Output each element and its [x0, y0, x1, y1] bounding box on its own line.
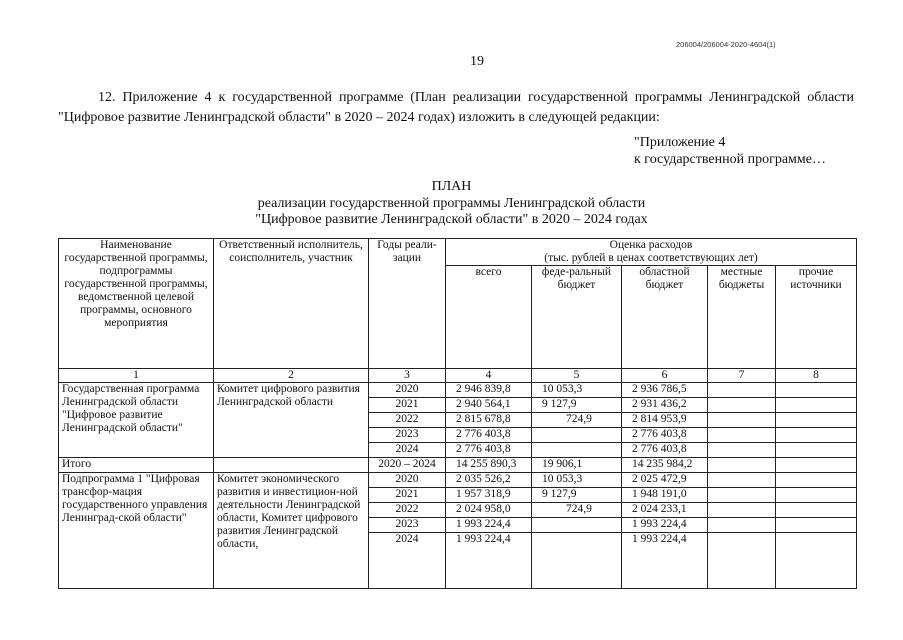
local-cell: [708, 473, 776, 488]
total-executor: [214, 458, 369, 473]
year-cell: 2022: [369, 413, 446, 428]
total-cell: 2 035 526,2: [446, 473, 532, 488]
total-label: Итого: [59, 458, 214, 473]
document-id: 206004/206004-2020-4604(1): [676, 40, 776, 49]
column-index: 5: [532, 369, 622, 383]
regional-cell: 2 776 403,8: [622, 428, 708, 443]
total-cell: 2 946 839,8: [446, 383, 532, 398]
column-index-row: [59, 369, 857, 383]
year-cell: 2021: [369, 398, 446, 413]
appendix-label: "Приложение 4: [634, 135, 726, 150]
total-cell: 2 815 678,8: [446, 413, 532, 428]
year-cell: 2024: [369, 533, 446, 589]
header-regional: областной бюджет: [622, 266, 708, 369]
federal-cell: 724,9: [532, 413, 622, 428]
table-row: [59, 383, 857, 398]
other-cell: [776, 428, 857, 443]
other-cell: [776, 383, 857, 398]
page-number: 19: [470, 54, 484, 69]
year-cell: 2020: [369, 383, 446, 398]
column-index: 3: [369, 369, 446, 383]
header-costs-title: Оценка расходов: [609, 239, 693, 251]
regional-cell: 2 931 436,2: [622, 398, 708, 413]
program-name: Государственная программа Ленинградской области "Цифровое развитие Ленинградской области": [59, 383, 214, 458]
column-index: 7: [708, 369, 776, 383]
total-cell: 1 993 224,4: [446, 533, 532, 589]
federal-cell: [532, 518, 622, 533]
header-local: местные бюджеты: [708, 266, 776, 369]
header-executor: Ответственный исполнитель, соисполнитель, участник: [214, 239, 369, 369]
federal-cell: [532, 428, 622, 443]
federal-cell: 10 053,3: [532, 383, 622, 398]
header-federal: феде-ральный бюджет: [532, 266, 622, 369]
local-cell: [708, 383, 776, 398]
plan-title: ПЛАН: [431, 179, 472, 194]
total-cell: 2 776 403,8: [446, 443, 532, 458]
other-cell: [776, 458, 857, 473]
header-costs: [446, 239, 857, 266]
local-cell: [708, 503, 776, 518]
regional-cell: 1 948 191,0: [622, 488, 708, 503]
other-cell: [776, 533, 857, 589]
other-cell: [776, 488, 857, 503]
regional-cell: 2 936 786,5: [622, 383, 708, 398]
header-name: Наименование государственной программы, подпрограммы государственной программы, ведомственной целевой программы, основного мероприятия: [59, 239, 214, 369]
header-costs-units: (тыс. рублей в ценах соответствующих лет): [544, 252, 758, 264]
regional-cell: 2 025 472,9: [622, 473, 708, 488]
total-cell: 2 024 958,0: [446, 503, 532, 518]
subprogram-name: Подпрограмма 1 "Цифровая трансфор-мация государственного управления Ленинград-ской области": [59, 473, 214, 589]
federal-cell: 9 127,9: [532, 488, 622, 503]
other-cell: [776, 503, 857, 518]
plan-subtitle-1: реализации государственной программы Ленинградской области: [257, 196, 646, 211]
local-cell: [708, 533, 776, 589]
regional-cell: 14 235 984,2: [622, 458, 708, 473]
local-cell: [708, 518, 776, 533]
header-years: Годы реали-зации: [369, 239, 446, 369]
local-cell: [708, 428, 776, 443]
total-cell: 1 993 224,4: [446, 518, 532, 533]
regional-cell: 2 776 403,8: [622, 443, 708, 458]
local-cell: [708, 488, 776, 503]
appendix-ref: к государственной программе…: [634, 152, 826, 167]
table-row: [59, 473, 857, 488]
total-cell: 2 940 564,1: [446, 398, 532, 413]
federal-cell: 10 053,3: [532, 473, 622, 488]
column-index: 1: [59, 369, 214, 383]
federal-cell: 724,9: [532, 503, 622, 518]
column-index: 6: [622, 369, 708, 383]
local-cell: [708, 413, 776, 428]
column-index: 8: [776, 369, 857, 383]
subprogram-executor: Комитет экономического развития и инвестицион-ной деятельности Ленинградской области, Комитет цифрового развития Ленинградской области,: [214, 473, 369, 589]
plan-table: [58, 238, 857, 589]
regional-cell: 2 024 233,1: [622, 503, 708, 518]
amendment-paragraph: 12. Приложение 4 к государственной программе (План реализации государственной программы Ленинградской области "Цифровое развитие Ленинградской области" в 2020 – 2024 годах) изложить в следующей редакции:: [58, 90, 854, 125]
program-executor: Комитет цифрового развития Ленинградской области: [214, 383, 369, 458]
other-cell: [776, 443, 857, 458]
federal-cell: 19 906,1: [532, 458, 622, 473]
total-cell: 2 776 403,8: [446, 428, 532, 443]
federal-cell: [532, 533, 622, 589]
local-cell: [708, 398, 776, 413]
column-index: 4: [446, 369, 532, 383]
year-cell: 2023: [369, 518, 446, 533]
column-index: 2: [214, 369, 369, 383]
year-cell: 2020: [369, 473, 446, 488]
regional-cell: 2 814 953,9: [622, 413, 708, 428]
year-cell: 2021: [369, 488, 446, 503]
federal-cell: [532, 443, 622, 458]
other-cell: [776, 473, 857, 488]
local-cell: [708, 458, 776, 473]
header-total: всего: [446, 266, 532, 369]
header-other: прочие источники: [776, 266, 857, 369]
year-cell: 2024: [369, 443, 446, 458]
plan-subtitle-2: "Цифровое развитие Ленинградской области" в 2020 – 2024 годах: [255, 212, 648, 227]
regional-cell: 1 993 224,4: [622, 533, 708, 589]
federal-cell: 9 127,9: [532, 398, 622, 413]
other-cell: [776, 413, 857, 428]
total-cell: 1 957 318,9: [446, 488, 532, 503]
other-cell: [776, 398, 857, 413]
year-cell: 2020 – 2024: [369, 458, 446, 473]
local-cell: [708, 443, 776, 458]
other-cell: [776, 518, 857, 533]
total-row: [59, 458, 857, 473]
year-cell: 2022: [369, 503, 446, 518]
total-cell: 14 255 890,3: [446, 458, 532, 473]
year-cell: 2023: [369, 428, 446, 443]
regional-cell: 1 993 224,4: [622, 518, 708, 533]
